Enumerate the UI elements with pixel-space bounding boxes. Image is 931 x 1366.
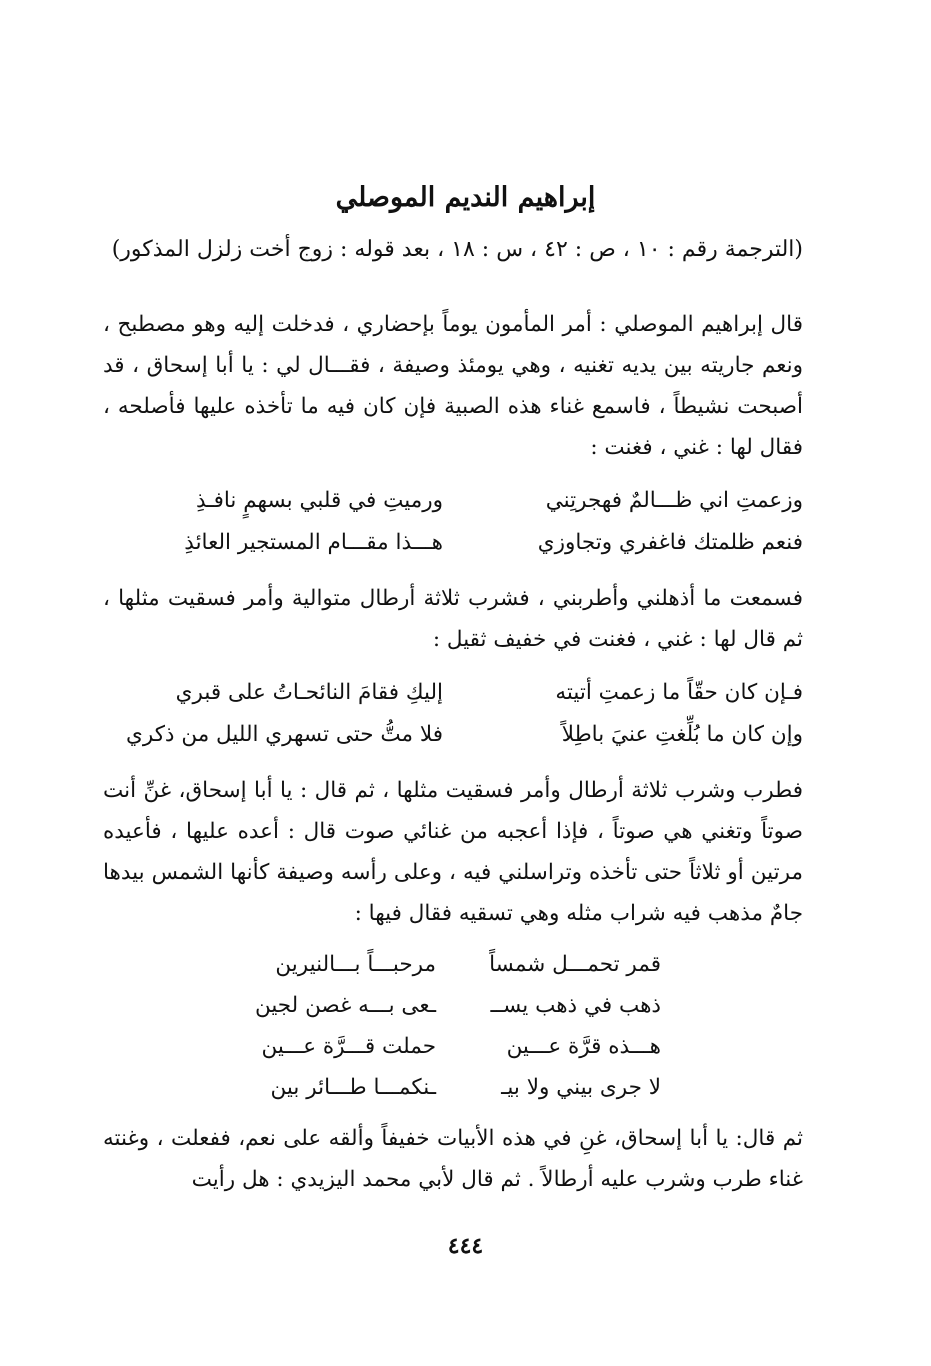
poem-second-hemistich: ـعى بـــه غصن لجين [254, 993, 436, 1018]
verse-second-hemistich: إليكِ فقامَ النائحـاتُ على قبري [175, 680, 443, 705]
verse-line [103, 522, 803, 564]
verse-block-1 [103, 480, 803, 564]
poem-first-hemistich: هـــذه قرَّة عـــين [506, 1034, 661, 1059]
poem-first-hemistich: ذهب في ذهب يســ [490, 993, 661, 1018]
verse-first-hemistich: وإن كان ما بُلِّغتِ عنيَ باطِلاً [561, 722, 803, 747]
reference-note: (الترجمة رقم : ١٠ ، ص : ٤٢ ، س : ١٨ ، بعد قوله : زوج أخت زلزل المذكور) [111, 237, 803, 262]
poem-second-hemistich: ـنكمـــا طـــائر بين [270, 1075, 436, 1100]
poem-second-hemistich: مرحبـــاً بـــالنيرين [275, 952, 436, 977]
verse-line [103, 480, 803, 522]
verse-second-hemistich: ورميتِ في قلبي بسهمٍ نافـذِ [196, 488, 443, 513]
paragraph-1: قال إبراهيم الموصلي : أمر المأمون يوماً بإحضاري ، فدخلت إليه وهو مصطبح ، ونعم جاريته بين يديه تغنيه ، وهي يومئذ وصيفة ، فقـــال لي : يا أبا إسحاق ، قد أصبحت نشيطاً ، فاسمع غناء هذه الصبية فإن كان فيه ما تأخذه عليها فأصلحه ، فقال لها : غني ، فغنت : [103, 312, 803, 460]
paragraph-3: فطرب وشرب ثلاثة أرطال وأمر فسقيت مثلها ، ثم قال : يا أبا إسحاق، غنِّ أنت صوتاً وتغني هي صوتاً ، فإذا أعجبه من غنائي صوت قال : أعده عليها ، فأعيده مرتين أو ثلاثاً حتى تأخذه وتراسلني فيه ، وعلى رأسه وصيفة كأنها الشمس بيدها جامٌ مذهب فيه شراب مثله وهي تسقيه فقال فيها : [103, 778, 803, 926]
poem-block [241, 944, 661, 1108]
verse-first-hemistich: فنعم ظلمتك فاغفري وتجاوزي [537, 530, 803, 555]
poem-first-hemistich: لا جرى بيني ولا بيـ [501, 1075, 661, 1100]
page-number: ٤٤٤ [447, 1233, 484, 1259]
poem-first-hemistich: قمر تحمـــل شمساً [489, 952, 661, 977]
paragraph-4: ثم قال: يا أبا إسحاق، غنِ في هذه الأبيات خفيفاً وألقه على نعم، ففعلت ، وغنته غناء طرب وشرب عليه أرطالاً . ثم قال لأبي محمد اليزيدي : هل رأيت [103, 1126, 803, 1192]
verse-first-hemistich: فـإن كان حقّاً ما زعمتِ أتيته [555, 680, 803, 705]
paragraph-2: فسمعت ما أذهلني وأطربني ، فشرب ثلاثة أرطال متوالية وأمر فسقيت مثلها ، ثم قال لها : غني ، فغنت في خفيف ثقيل : [103, 586, 803, 652]
poem-second-hemistich: حملت قـــرَّة عـــين [261, 1034, 436, 1059]
verse-first-hemistich: وزعمتِ اني ظـــالمٌ فهجرتِني [545, 488, 803, 513]
verse-second-hemistich: فلا متُّ حتى تسهري الليل من ذكري [126, 722, 443, 747]
poem-line [241, 985, 661, 1026]
page-title: إبراهيم النديم الموصلي [335, 182, 596, 213]
poem-line [241, 1026, 661, 1067]
verse-block-2 [103, 672, 803, 756]
verse-second-hemistich: هـــذا مقـــام المستجير العائذِ [184, 530, 443, 555]
verse-line [103, 672, 803, 714]
poem-line [241, 1067, 661, 1108]
verse-line [103, 714, 803, 756]
poem-line [241, 944, 661, 985]
